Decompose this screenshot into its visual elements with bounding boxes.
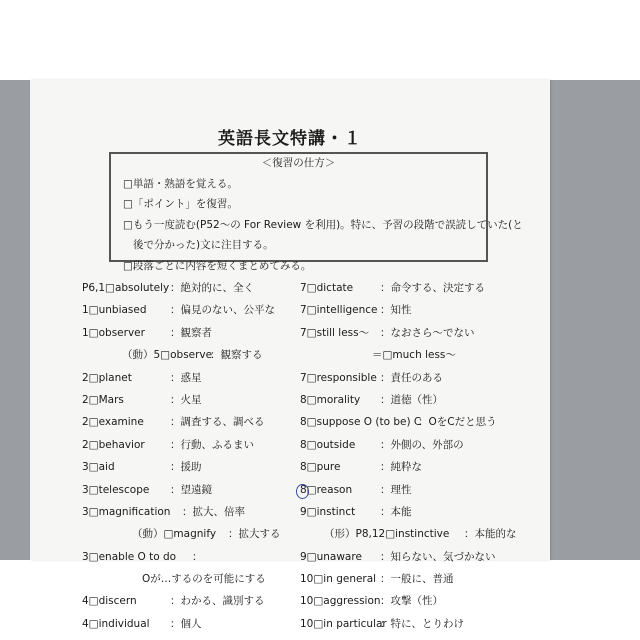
vocab-column-left	[82, 277, 300, 635]
vocab-meaning: ：本能	[380, 505, 412, 518]
review-item: □もう一度読む(P52～の For Review を利用)。特に、予習の段階で誤読していた(と	[123, 218, 523, 231]
review-method-box	[109, 152, 523, 272]
vocab-meaning: ：観察する	[210, 349, 263, 362]
vocab-meaning: ：調査する、調べる	[170, 416, 265, 429]
vocab-word: 4□individual	[82, 617, 150, 630]
vocab-entry	[300, 479, 540, 501]
vocab-entry-derived	[82, 523, 300, 545]
vocab-word: 7□still less～	[300, 326, 370, 339]
review-item: □「ポイント」を復習。	[123, 198, 238, 210]
vocab-entry	[82, 590, 300, 612]
vocab-word: ＝□much less～	[372, 349, 456, 362]
vocab-word: 8□morality	[300, 393, 361, 406]
vocab-word: 3□aid	[82, 461, 115, 474]
vocab-meaning: ：火星	[170, 393, 202, 406]
vocab-entry-synonym	[300, 344, 540, 366]
vocab-meaning: ：命令する、決定する	[380, 282, 485, 294]
vocab-word: 2□planet	[82, 371, 132, 384]
vocab-entry	[300, 613, 540, 635]
vocab-word: 8□pure	[300, 461, 341, 474]
vocab-word: 8□reason	[300, 483, 353, 496]
vocab-meaning: ：責任のある	[380, 371, 443, 384]
vocab-entry	[82, 322, 300, 344]
vocab-word: （動）5□observe	[122, 349, 213, 362]
vocab-meaning: ：望遠鏡	[170, 483, 212, 496]
vocab-meaning: ：行動、ふるまい	[170, 438, 254, 451]
vocab-meaning: ：OをCだと思う	[418, 416, 497, 429]
vocab-entry	[300, 277, 540, 299]
vocab-entry	[82, 456, 300, 478]
vocab-entry	[300, 367, 540, 389]
review-item: □段落ごとに内容を短くまとめてみる。	[123, 259, 312, 272]
review-item-continuation: 後で分かった)文に注目する。	[133, 239, 274, 251]
vocab-word: 10□aggression	[300, 595, 381, 608]
vocab-meaning: ：理性	[380, 483, 412, 496]
vocab-meaning: ：攻撃（性）	[380, 595, 443, 608]
vocab-meaning: ：一般に、普通	[380, 573, 454, 586]
review-box-heading: ＜復習の仕方＞	[261, 157, 336, 169]
vocab-word: 2□Mars	[82, 393, 124, 406]
vocab-entry	[300, 434, 540, 456]
vocab-column-right	[300, 277, 540, 635]
vocab-meaning: ：個人	[170, 617, 202, 630]
vocab-word: 1□observer	[82, 326, 145, 339]
vocab-entry	[82, 411, 300, 433]
vocab-entry	[82, 613, 300, 635]
vocab-meaning: ：絶対的に、全く	[170, 282, 254, 294]
vocab-entry	[82, 479, 300, 501]
vocab-meaning: ：純粋な	[380, 461, 422, 474]
vocab-word: 3□telescope	[82, 483, 150, 496]
vocab-entry	[300, 389, 540, 411]
vocab-word: 3□magnification	[82, 505, 171, 518]
vocab-meaning: ：外側の、外部の	[380, 438, 464, 451]
vocab-word: （形）P8,12□instinctive	[324, 528, 450, 541]
vocab-word: 10□in general	[300, 573, 377, 586]
vocab-meaning: ：知性	[380, 304, 412, 317]
vocab-entry	[82, 501, 300, 523]
vocab-entry-continuation	[82, 568, 300, 590]
vocab-meaning: ：知らない、気づかない	[380, 550, 496, 563]
review-item: □単語・熟語を覚える。	[123, 177, 238, 190]
page-title: 英語長文特講・１	[218, 129, 362, 149]
vocab-meaning: ：観察者	[170, 326, 212, 339]
vocab-word: 1□unbiased	[82, 304, 147, 317]
vocab-entry	[82, 367, 300, 389]
vocab-meaning: ：なおさら～でない	[380, 326, 475, 339]
vocab-entry	[300, 411, 540, 433]
vocab-entry	[300, 546, 540, 568]
vocab-word: 10□in particular	[300, 617, 387, 630]
vocab-meaning: ：拡大、倍率	[182, 505, 245, 518]
vocab-meaning: ：拡大する	[228, 528, 281, 541]
vocab-entry-derived	[300, 523, 540, 545]
vocab-entry	[300, 590, 540, 612]
vocab-entry	[82, 546, 300, 568]
vocab-meaning: ：	[192, 550, 203, 563]
vocab-entry	[300, 299, 540, 321]
vocab-word: （動）□magnify	[132, 528, 217, 541]
vocab-word: P6,1□absolutely	[82, 282, 170, 294]
vocab-meaning: ：本能的な	[464, 528, 517, 541]
vocab-word: 7□dictate	[300, 282, 354, 294]
vocab-meaning: ：道徳（性）	[380, 393, 443, 406]
vocab-entry	[300, 501, 540, 523]
vocab-entry	[82, 389, 300, 411]
vocab-word: Oが…するのを可能にする	[142, 573, 266, 586]
vocab-entry	[300, 568, 540, 590]
vocab-meaning: ：偏見のない、公平な	[170, 304, 275, 317]
vocab-word: 8□suppose O (to be) C	[300, 416, 422, 429]
vocab-word: 2□examine	[82, 416, 144, 429]
vocab-word: 2□behavior	[82, 438, 145, 451]
vocab-entry-derived	[82, 344, 300, 366]
vocab-entry	[82, 299, 300, 321]
vocab-meaning: ：惑星	[170, 371, 202, 384]
vocab-word: 9□unaware	[300, 550, 362, 563]
vocab-word: 4□discern	[82, 595, 137, 608]
vocab-entry	[300, 456, 540, 478]
document-page	[30, 80, 550, 630]
vocab-word: 3□enable O to do	[82, 550, 177, 563]
vocab-word: 7□intelligence	[300, 304, 378, 317]
vocab-word: 8□outside	[300, 438, 356, 451]
vocab-meaning: ：特に、とりわけ	[380, 617, 464, 630]
vocab-meaning: ：わかる、識別する	[170, 595, 265, 608]
vocab-entry	[82, 277, 300, 299]
vocab-word: 7□responsible	[300, 371, 377, 384]
vocab-entry	[300, 322, 540, 344]
vocab-meaning: ：援助	[170, 461, 202, 474]
vocab-entry	[82, 434, 300, 456]
vocab-word: 9□instinct	[300, 505, 356, 518]
